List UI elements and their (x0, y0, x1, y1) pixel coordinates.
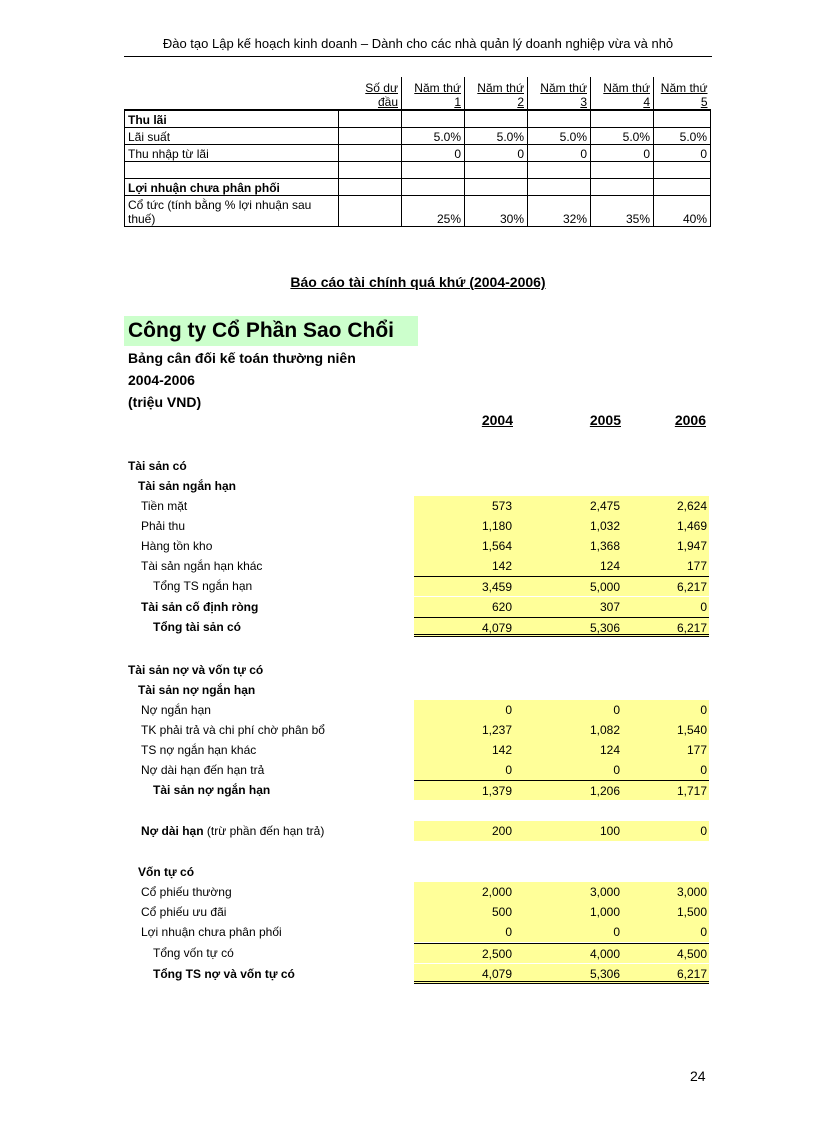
company-name: Công ty Cổ Phần Sao Chổi (124, 316, 418, 346)
page-number: 24 (690, 1068, 706, 1084)
table-row (125, 162, 711, 179)
year-header: 2006 (674, 412, 706, 428)
section-title: Báo cáo tài chính quá khứ (2004-2006) (290, 274, 546, 290)
section-label: Tài sản nợ ngắn hạn (138, 683, 256, 697)
page-header: Đào tạo Lập kế hoạch kinh doanh – Dành cho các nhà quản lý doanh nghiệp vừa và nhỏ (124, 36, 712, 57)
report-title: Bảng cân đối kế toán thường niên (128, 350, 356, 366)
report-unit: (triệu VND) (128, 394, 202, 410)
table-row: Cổ tức (tính bằng % lợi nhuận sau thuế) 25% 30% 32% 35% 40% (125, 196, 711, 227)
section-label: Tài sản có (128, 459, 187, 473)
table-row: Tài sản cố định ròng 620 307 0 (124, 597, 724, 617)
table-row: Tiền mặt 573 2,475 2,624 (124, 496, 724, 516)
subtotal-row: Tổng vốn tự có 2,500 4,000 4,500 (124, 943, 724, 963)
table-row: TS nợ ngắn hạn khác 142 124 177 (124, 740, 724, 760)
total-row: Tổng tài sản có 4,079 5,306 6,217 (124, 617, 724, 637)
col-header: Năm thứ 4 (591, 77, 654, 110)
table-row: Lợi nhuận chưa phân phối 0 0 0 (124, 922, 724, 942)
table-row: Hàng tồn kho 1,564 1,368 1,947 (124, 536, 724, 556)
table-row: Lãi suất 5.0% 5.0% 5.0% 5.0% 5.0% (125, 128, 711, 145)
assumptions-table (124, 77, 711, 227)
section-label: Vốn tự có (138, 865, 195, 879)
table-row: Thu nhập từ lãi 0 0 0 0 0 (125, 145, 711, 162)
col-header: Số dư đầu (339, 77, 402, 110)
table-header-row (125, 77, 711, 110)
table-row: Cổ phiếu ưu đãi 500 1,000 1,500 (124, 902, 724, 922)
total-row: Tổng TS nợ và vốn tự có 4,079 5,306 6,217 (124, 964, 724, 984)
table-row: Nợ dài hạn (trừ phần đến hạn trả) 200 100 0 (124, 821, 724, 841)
table-row: TK phải trả và chi phí chờ phân bổ 1,237 1,082 1,540 (124, 720, 724, 740)
report-period: 2004-2006 (128, 372, 195, 388)
subtotal-row: Tổng TS ngắn hạn 3,459 5,000 6,217 (124, 576, 724, 596)
section-label: Tài sản ngắn hạn (138, 479, 237, 493)
table-row: Nợ ngắn hạn 0 0 0 (124, 700, 724, 720)
table-row: Phải thu 1,180 1,032 1,469 (124, 516, 724, 536)
table-row: Tài sản ngắn hạn khác 142 124 177 (124, 556, 724, 576)
subtotal-row: Tài sản nợ ngắn hạn 1,379 1,206 1,717 (124, 780, 724, 800)
section-label: Tài sản nợ và vốn tự có (128, 663, 264, 677)
col-header: Năm thứ 1 (402, 77, 465, 110)
col-header: Năm thứ 3 (528, 77, 591, 110)
year-header: 2005 (589, 412, 621, 428)
table-row: Nợ dài hạn đến hạn trả 0 0 0 (124, 760, 724, 780)
col-header: Năm thứ 2 (465, 77, 528, 110)
col-header: Năm thứ 5 (654, 77, 711, 110)
table-row: Thu lãi (125, 110, 711, 128)
table-row: Cổ phiếu thường 2,000 3,000 3,000 (124, 882, 724, 902)
year-header: 2004 (481, 412, 513, 428)
table-row: Lợi nhuận chưa phân phối (125, 179, 711, 196)
